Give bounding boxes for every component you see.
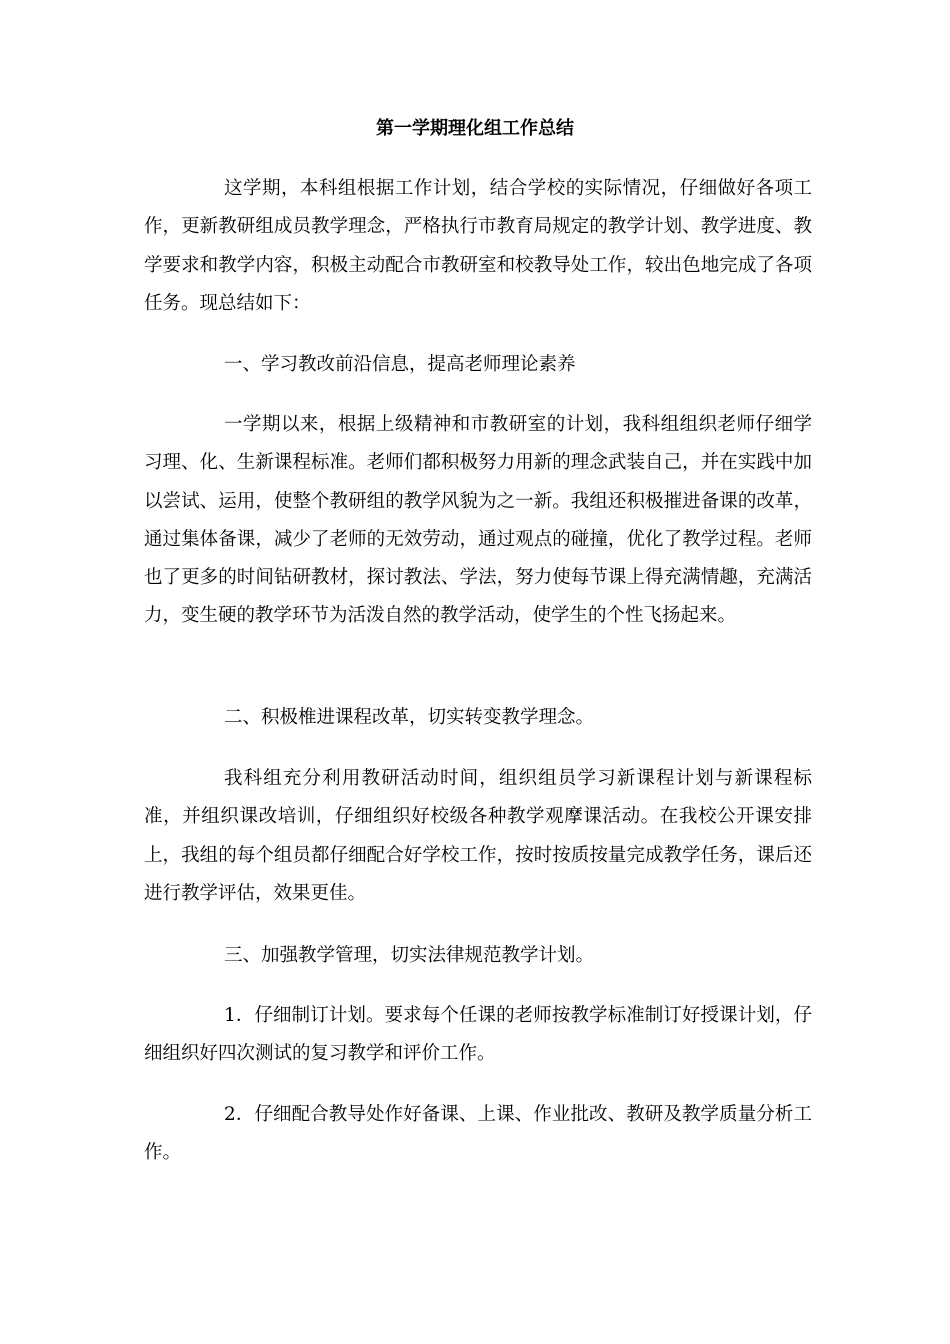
section-heading-3: 三、加强教学管理，切实法律规范教学计划。 [224,945,595,966]
list-item-1: 1．仔细制订计划。要求每个任课的老师按教学标准制订好授课计划，仔细组织好四次测试的复习教学和评价工作。 [144,1005,812,1065]
section-heading-2: 二、积极椎进课程改革，切实转变教学理念。 [224,707,595,728]
section-heading-1: 一、学习教改前沿信息，提高老师理论素养 [224,354,576,375]
document-title: 第一学期理化组工作总结 [376,118,574,139]
paragraph-section-2: 我科组充分利用教研活动时间，组织组员学习新课程计划与新课程标准，并组织课改培训，仔细组织好校级各种教学观摩课活动。在我校公开课安排上，我组的每个组员都仔细配合好学校工作，按时按质按量完成教学任务，课后还进行教学评估，效果更佳。 [144,768,812,904]
paragraph-section-1: 一学期以来，根据上级精神和市教研室的计划，我科组组织老师仔细学习理、化、生新课程标准。老师们都积极努力用新的理念武装自己，并在实践中加以尝试、运用，使整个教研组的教学风貌为之一新。我组还积极摧进备课的改革，通过集体备课，减少了老师的无效劳动，通过观点的碰撞，优化了教学过程。老师也了更多的时间钻研教材，探讨教法、学法，努力使每节课上得充满情趣，充满活力，变生硬的教学环节为活泼自然的教学活动，使学生的个性飞扬起来。 [144,414,812,627]
list-item-2: 2．仔细配合教导处作好备课、上课、作业批改、教研及教学质量分析工作。 [144,1104,812,1164]
paragraph-intro: 这学期，本科组根据工作计划，结合学校的实际情况，仔细做好各项工作，更新教研组成员教学理念，严格执行市教育局规定的教学计划、教学进度、教学要求和教学内容，积极主动配合市教研室和校教导处工作，较出色地完成了各项任务。现总结如下： [144,178,812,314]
